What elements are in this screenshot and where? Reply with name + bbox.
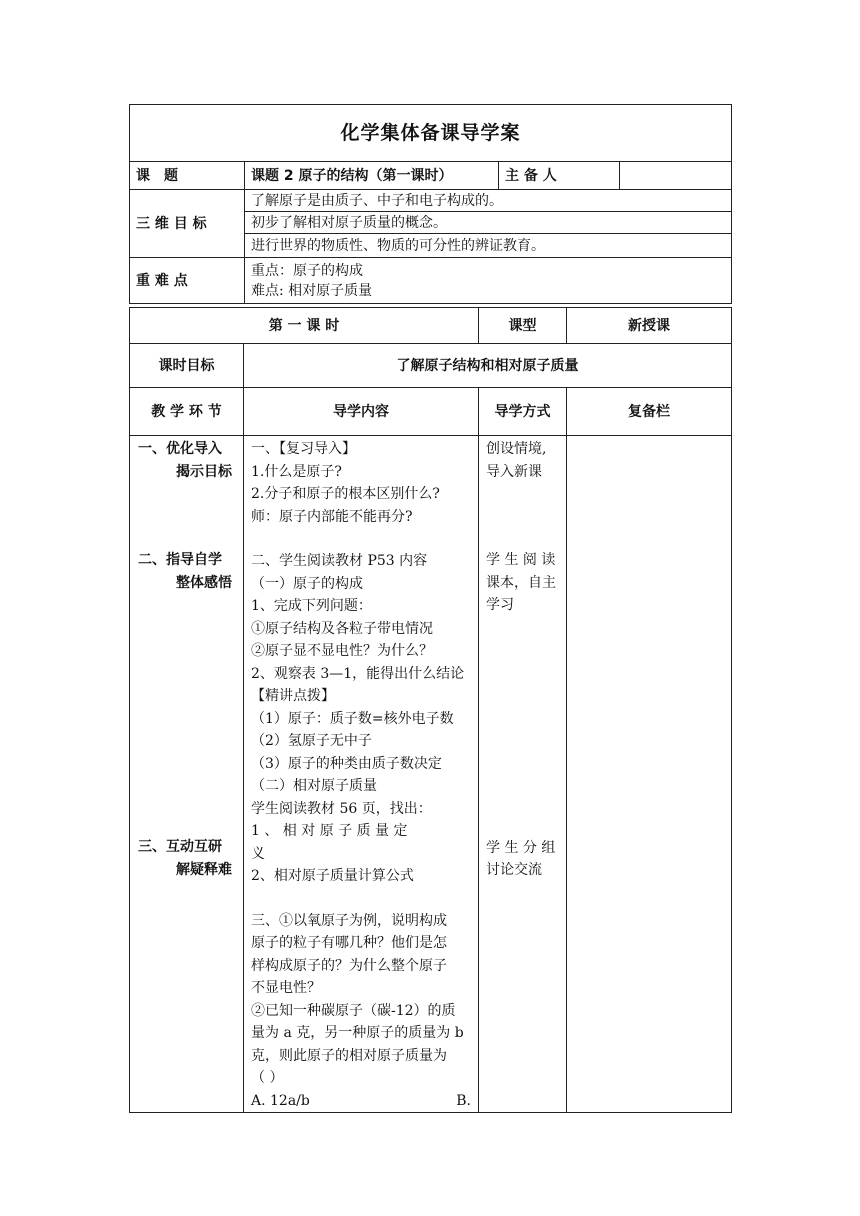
page-title: 化学集体备课导学案 — [130, 105, 732, 162]
content-line: 二、学生阅读教材 P53 内容 — [251, 553, 428, 569]
column-header-method: 导学方式 — [479, 388, 567, 436]
lesson-type-label: 课型 — [479, 308, 567, 344]
content-line: 样构成原子的？为什么整个原子 — [251, 957, 447, 974]
content-line: ①原子结构及各粒子带电情况 — [251, 620, 433, 637]
goal-item: 了解原子是由质子、中子和电子构成的。 — [245, 190, 732, 212]
stage-3-line: 三、互动互研 — [138, 839, 222, 855]
stage-1-line: 一、优化导入 — [138, 441, 222, 457]
lesson-type-value: 新授课 — [567, 308, 732, 344]
method-cell — [479, 436, 567, 1113]
content-line: 2、观察表 3—1，能得出什么结论 — [251, 665, 465, 682]
stage-2-line: 二、指导自学 — [138, 552, 222, 568]
method-line: 创设情境, — [486, 441, 547, 457]
keypoint-line: 重点：原子的构成 — [251, 262, 363, 279]
content-line: ②原子显不显电性？为什么？ — [251, 643, 433, 659]
column-header-notes: 复备栏 — [567, 388, 732, 436]
method-line: 导入新课 — [486, 463, 542, 480]
content-line: 2.分子和原子的根本区别什么? — [251, 486, 440, 502]
method-line: 学 生 分 组 — [486, 839, 556, 856]
content-line: 2、相对原子质量计算公式 — [251, 868, 414, 884]
content-line: 三、①以氧原子为例，说明构成 — [251, 912, 447, 929]
goal-item: 初步了解相对原子质量的概念。 — [245, 212, 732, 234]
stage-3-sub: 解疑释难 — [176, 861, 232, 878]
content-line: 学生阅读教材 56 页，找出： — [251, 800, 432, 817]
author-value — [620, 162, 732, 190]
method-line: 学 生 阅 读 — [486, 552, 556, 568]
author-label: 主 备 人 — [499, 162, 620, 190]
content-line: （二）相对原子质量 — [251, 778, 377, 794]
keypoints-content — [245, 258, 732, 304]
content-line: 【精讲点拨】 — [251, 688, 335, 704]
content-line: 不显电性？ — [251, 980, 321, 996]
stage-2-sub: 整体感悟 — [176, 574, 232, 591]
column-header-content: 导学内容 — [244, 388, 479, 436]
content-line: （一）原子的构成 — [251, 575, 363, 592]
content-line: 原子的粒子有哪几种？他们是怎 — [251, 935, 447, 951]
content-line: 克，则此原子的相对原子质量为 — [251, 1047, 447, 1064]
objective-value: 了解原子结构和相对原子质量 — [244, 344, 732, 388]
topic-label: 课题 — [130, 162, 245, 190]
goals-label: 三 维 目 标 — [130, 190, 245, 258]
content-line: 1、完成下列问题： — [251, 598, 372, 614]
header-table — [129, 104, 732, 304]
goal-item: 进行世界的物质性、物质的可分性的辨证教育。 — [245, 234, 732, 258]
lesson-table — [129, 307, 732, 1113]
option-a: A. 12a/b — [251, 1092, 310, 1109]
notes-cell — [567, 436, 732, 1113]
content-line: 义 — [251, 845, 265, 862]
content-line: 一、【复习导入】 — [251, 441, 356, 457]
content-cell — [244, 436, 479, 1113]
stage-cell — [130, 436, 244, 1113]
content-line: ②已知一种碳原子（碳-12）的质 — [251, 1002, 456, 1019]
content-line: 1 、 相 对 原 子 质 量 定 — [251, 823, 408, 839]
content-line: （3）原子的种类由质子数决定 — [251, 755, 442, 772]
content-line: 1.什么是原子? — [251, 463, 342, 480]
option-b: B. — [456, 1092, 471, 1109]
objective-label: 课时目标 — [130, 344, 244, 388]
answer-options — [251, 1090, 471, 1113]
content-line: （1）原子：质子数=核外电子数 — [251, 710, 454, 727]
content-line: （ ） — [251, 1070, 284, 1086]
column-header-stage: 教 学 环 节 — [130, 388, 244, 436]
method-line: 学习 — [486, 597, 514, 613]
stage-1-sub: 揭示目标 — [176, 463, 232, 480]
content-line: （2）氢原子无中子 — [251, 733, 372, 749]
method-line: 课本，自主 — [486, 574, 556, 591]
method-line: 讨论交流 — [486, 862, 542, 878]
content-line: 师：原子内部能不能再分? — [251, 508, 413, 525]
topic-value: 课题 2 原子的结构（第一课时） — [245, 162, 499, 190]
session-label: 第 一 课 时 — [130, 308, 479, 344]
keypoints-label: 重 难 点 — [130, 258, 245, 304]
content-line: 量为 a 克，另一种原子的质量为 b — [251, 1025, 464, 1041]
keypoint-line: 难点: 相对原子质量 — [251, 282, 373, 299]
